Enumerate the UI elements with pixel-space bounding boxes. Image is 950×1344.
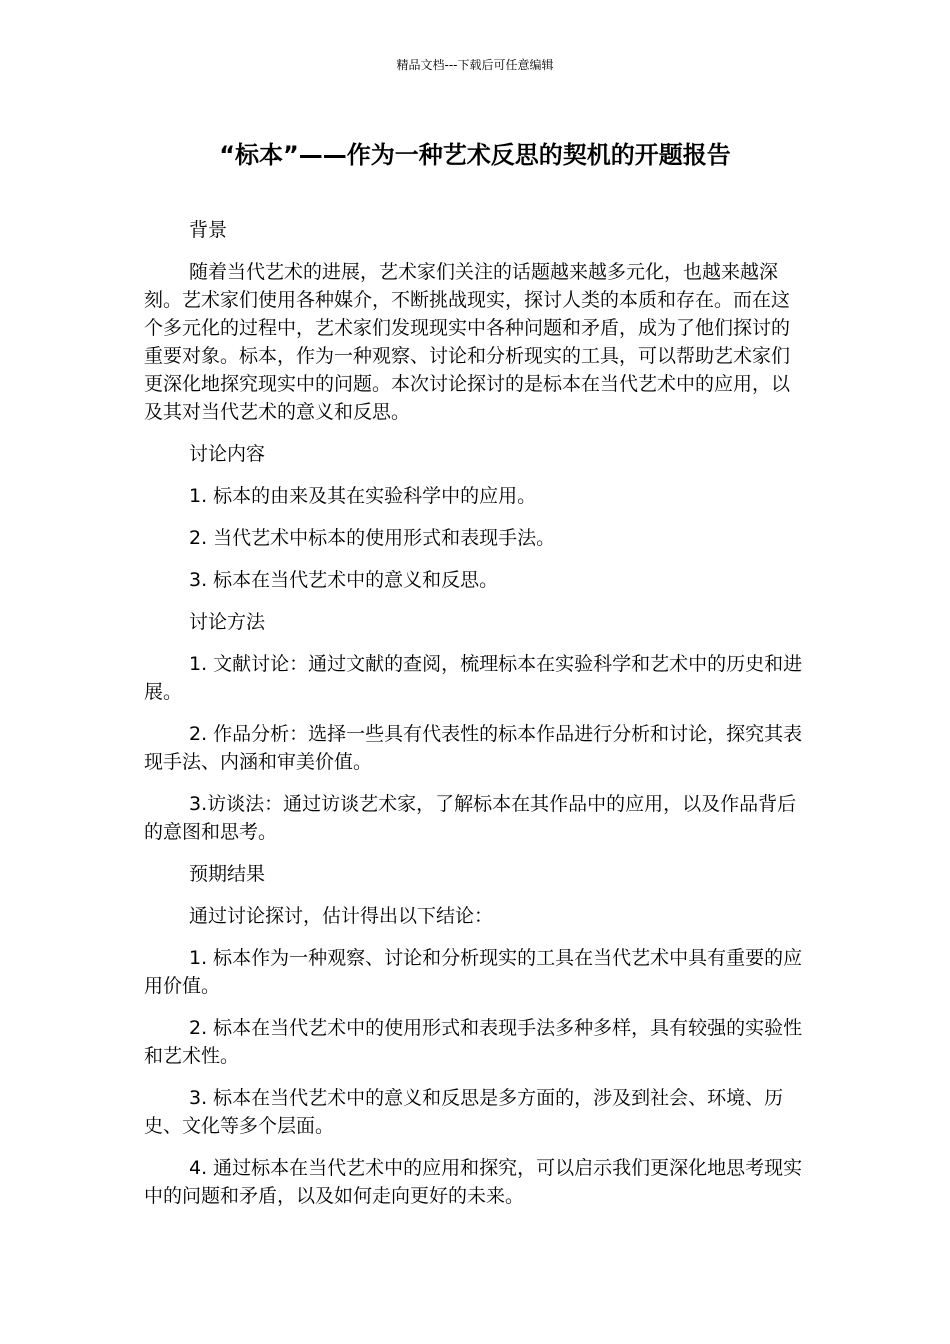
- content-item-3: 3. 标本在当代艺术中的意义和反思。: [189, 569, 499, 591]
- section-heading-background: 背景: [189, 219, 228, 241]
- method-item-2: 2. 作品分析：选择一些具有代表性的标本作品进行分析和讨论，探究其表现手法、内涵和审美价值。: [144, 723, 803, 773]
- results-item-4: 4. 通过标本在当代艺术中的应用和探究，可以启示我们更深化地思考现实中的问题和矛盾，以及如何走向更好的未来。: [144, 1157, 803, 1207]
- header-note: 精品文档---下载后可任意编辑: [396, 58, 554, 72]
- section-heading-results: 预期结果: [189, 863, 266, 885]
- document-title: “标本”——作为一种艺术反思的契机的开题报告: [219, 141, 731, 169]
- results-intro: 通过讨论探讨，估计得出以下结论：: [189, 905, 494, 927]
- method-item-1: 1. 文献讨论：通过文献的查阅，梳理标本在实验科学和艺术中的历史和进展。: [144, 653, 803, 703]
- results-item-3: 3. 标本在当代艺术中的意义和反思是多方面的，涉及到社会、环境、历史、文化等多个层面。: [144, 1087, 784, 1137]
- results-item-1: 1. 标本作为一种观察、讨论和分析现实的工具在当代艺术中具有重要的应用价值。: [144, 947, 803, 997]
- results-item-2: 2. 标本在当代艺术中的使用形式和表现手法多种多样，具有较强的实验性和艺术性。: [144, 1017, 803, 1067]
- content-item-1: 1. 标本的由来及其在实验科学中的应用。: [189, 485, 537, 507]
- document-body: [144, 216, 806, 1224]
- section-heading-method: 讨论方法: [189, 611, 266, 633]
- section-heading-content: 讨论内容: [189, 443, 266, 465]
- method-item-3: 3.访谈法：通过访谈艺术家，了解标本在其作品中的应用，以及作品背后的意图和思考。: [144, 793, 797, 843]
- content-item-2: 2. 当代艺术中标本的使用形式和表现手法。: [189, 527, 556, 549]
- background-paragraph: 随着当代艺术的进展，艺术家们关注的话题越来越多元化，也越来越深刻。艺术家们使用各种媒介，不断挑战现实，探讨人类的本质和存在。而在这个多元化的过程中，艺术家们发现现实中各种问题和矛盾，成为了他们探讨的重要对象。标本，作为一种观察、讨论和分析现实的工具，可以帮助艺术家们更深化地探究现实中的问题。本次讨论探讨的是标本在当代艺术中的应用，以及其对当代艺术的意义和反思。: [144, 261, 791, 423]
